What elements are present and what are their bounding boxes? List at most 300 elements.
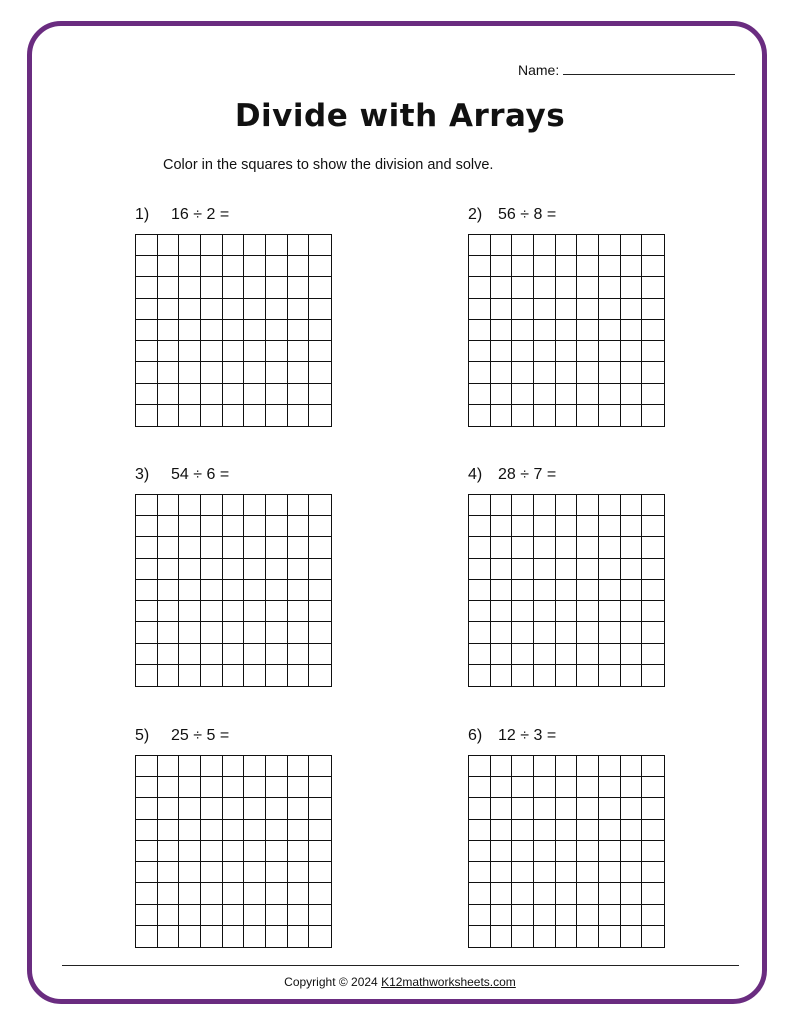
grid-square[interactable] [266, 516, 288, 537]
grid-square[interactable] [288, 644, 310, 665]
grid-square[interactable] [179, 559, 201, 580]
grid-square[interactable] [599, 665, 621, 686]
grid-square[interactable] [469, 926, 491, 947]
website-link[interactable]: K12mathworksheets.com [381, 975, 516, 989]
grid-square[interactable] [309, 320, 331, 341]
grid-square[interactable] [599, 820, 621, 841]
grid-square[interactable] [621, 926, 643, 947]
grid-square[interactable] [534, 277, 556, 298]
grid-square[interactable] [599, 777, 621, 798]
grid-square[interactable] [136, 341, 158, 362]
grid-square[interactable] [577, 341, 599, 362]
grid-square[interactable] [469, 841, 491, 862]
grid-square[interactable] [642, 362, 664, 383]
grid-square[interactable] [201, 384, 223, 405]
grid-square[interactable] [512, 256, 534, 277]
grid-square[interactable] [556, 841, 578, 862]
grid-square[interactable] [642, 537, 664, 558]
grid-square[interactable] [534, 516, 556, 537]
grid-square[interactable] [491, 883, 513, 904]
grid-square[interactable] [512, 820, 534, 841]
grid-square[interactable] [223, 495, 245, 516]
grid-square[interactable] [288, 516, 310, 537]
grid-square[interactable] [491, 926, 513, 947]
grid-square[interactable] [642, 862, 664, 883]
grid-square[interactable] [201, 841, 223, 862]
grid-square[interactable] [309, 820, 331, 841]
grid-square[interactable] [534, 495, 556, 516]
grid-square[interactable] [223, 384, 245, 405]
grid-square[interactable] [179, 820, 201, 841]
grid-square[interactable] [223, 537, 245, 558]
grid-square[interactable] [223, 905, 245, 926]
grid-square[interactable] [491, 580, 513, 601]
grid-square[interactable] [223, 665, 245, 686]
grid-square[interactable] [621, 905, 643, 926]
grid-square[interactable] [556, 235, 578, 256]
grid-square[interactable] [556, 883, 578, 904]
grid-square[interactable] [599, 622, 621, 643]
grid-square[interactable] [469, 341, 491, 362]
grid-square[interactable] [577, 601, 599, 622]
grid-square[interactable] [179, 926, 201, 947]
grid-square[interactable] [621, 256, 643, 277]
grid-square[interactable] [599, 537, 621, 558]
grid-square[interactable] [244, 905, 266, 926]
grid-square[interactable] [491, 820, 513, 841]
grid-square[interactable] [491, 862, 513, 883]
grid-square[interactable] [642, 559, 664, 580]
grid-square[interactable] [534, 756, 556, 777]
grid-square[interactable] [512, 516, 534, 537]
grid-square[interactable] [201, 277, 223, 298]
grid-square[interactable] [577, 537, 599, 558]
grid-square[interactable] [512, 341, 534, 362]
grid-square[interactable] [512, 777, 534, 798]
grid-square[interactable] [266, 820, 288, 841]
grid-square[interactable] [288, 537, 310, 558]
grid-square[interactable] [642, 926, 664, 947]
grid-square[interactable] [642, 756, 664, 777]
grid-square[interactable] [136, 320, 158, 341]
grid-square[interactable] [642, 622, 664, 643]
grid-square[interactable] [599, 256, 621, 277]
grid-square[interactable] [556, 559, 578, 580]
grid-square[interactable] [512, 905, 534, 926]
grid-square[interactable] [244, 756, 266, 777]
grid-square[interactable] [309, 362, 331, 383]
grid-square[interactable] [577, 777, 599, 798]
grid-square[interactable] [512, 580, 534, 601]
grid-square[interactable] [244, 405, 266, 426]
grid-square[interactable] [201, 601, 223, 622]
grid-square[interactable] [642, 256, 664, 277]
grid-square[interactable] [642, 601, 664, 622]
grid-square[interactable] [179, 362, 201, 383]
grid-square[interactable] [491, 798, 513, 819]
grid-square[interactable] [599, 580, 621, 601]
grid-square[interactable] [266, 495, 288, 516]
grid-square[interactable] [556, 644, 578, 665]
grid-square[interactable] [534, 341, 556, 362]
grid-square[interactable] [469, 580, 491, 601]
grid-square[interactable] [179, 798, 201, 819]
grid-square[interactable] [534, 362, 556, 383]
grid-square[interactable] [266, 362, 288, 383]
grid-square[interactable] [309, 277, 331, 298]
grid-square[interactable] [136, 362, 158, 383]
grid-square[interactable] [309, 537, 331, 558]
grid-square[interactable] [288, 320, 310, 341]
grid-square[interactable] [309, 495, 331, 516]
grid-square[interactable] [599, 495, 621, 516]
grid-square[interactable] [244, 299, 266, 320]
grid-square[interactable] [577, 235, 599, 256]
grid-square[interactable] [223, 622, 245, 643]
grid-square[interactable] [179, 841, 201, 862]
grid-square[interactable] [266, 537, 288, 558]
grid-square[interactable] [179, 665, 201, 686]
grid-square[interactable] [642, 905, 664, 926]
grid-square[interactable] [512, 320, 534, 341]
grid-square[interactable] [556, 798, 578, 819]
grid-square[interactable] [244, 516, 266, 537]
grid-square[interactable] [512, 559, 534, 580]
grid-square[interactable] [491, 905, 513, 926]
grid-square[interactable] [469, 644, 491, 665]
grid-square[interactable] [599, 644, 621, 665]
grid-square[interactable] [621, 235, 643, 256]
grid-square[interactable] [642, 777, 664, 798]
grid-square[interactable] [244, 601, 266, 622]
grid-square[interactable] [201, 516, 223, 537]
grid-square[interactable] [512, 644, 534, 665]
grid-square[interactable] [288, 256, 310, 277]
grid-square[interactable] [158, 341, 180, 362]
grid-square[interactable] [136, 256, 158, 277]
grid-square[interactable] [469, 362, 491, 383]
grid-square[interactable] [469, 756, 491, 777]
grid-square[interactable] [556, 384, 578, 405]
grid-square[interactable] [136, 756, 158, 777]
grid-square[interactable] [491, 644, 513, 665]
grid-square[interactable] [266, 341, 288, 362]
grid-square[interactable] [309, 580, 331, 601]
grid-square[interactable] [179, 862, 201, 883]
grid-square[interactable] [577, 384, 599, 405]
grid-square[interactable] [136, 665, 158, 686]
grid-square[interactable] [469, 384, 491, 405]
grid-square[interactable] [223, 299, 245, 320]
grid-square[interactable] [599, 320, 621, 341]
grid-square[interactable] [512, 495, 534, 516]
grid-square[interactable] [179, 622, 201, 643]
grid-square[interactable] [266, 841, 288, 862]
grid-square[interactable] [201, 559, 223, 580]
grid-square[interactable] [201, 644, 223, 665]
grid-square[interactable] [577, 820, 599, 841]
grid-square[interactable] [223, 841, 245, 862]
grid-square[interactable] [512, 798, 534, 819]
grid-square[interactable] [577, 256, 599, 277]
grid-square[interactable] [136, 905, 158, 926]
grid-square[interactable] [266, 756, 288, 777]
grid-square[interactable] [288, 798, 310, 819]
grid-square[interactable] [556, 320, 578, 341]
grid-square[interactable] [179, 277, 201, 298]
grid-square[interactable] [642, 580, 664, 601]
grid-square[interactable] [599, 841, 621, 862]
grid-square[interactable] [642, 841, 664, 862]
grid-square[interactable] [266, 905, 288, 926]
grid-square[interactable] [577, 756, 599, 777]
grid-square[interactable] [266, 622, 288, 643]
grid-square[interactable] [621, 644, 643, 665]
grid-square[interactable] [534, 384, 556, 405]
grid-square[interactable] [534, 644, 556, 665]
grid-square[interactable] [223, 362, 245, 383]
grid-square[interactable] [642, 341, 664, 362]
grid-square[interactable] [491, 516, 513, 537]
grid-square[interactable] [556, 256, 578, 277]
grid-square[interactable] [309, 841, 331, 862]
grid-square[interactable] [621, 841, 643, 862]
grid-square[interactable] [244, 862, 266, 883]
grid-square[interactable] [266, 601, 288, 622]
grid-square[interactable] [599, 926, 621, 947]
grid-square[interactable] [158, 665, 180, 686]
grid-square[interactable] [201, 362, 223, 383]
grid-square[interactable] [158, 299, 180, 320]
grid-square[interactable] [136, 777, 158, 798]
grid-square[interactable] [244, 235, 266, 256]
grid-square[interactable] [179, 384, 201, 405]
grid-square[interactable] [599, 883, 621, 904]
grid-square[interactable] [244, 362, 266, 383]
grid-square[interactable] [534, 320, 556, 341]
grid-square[interactable] [136, 841, 158, 862]
grid-square[interactable] [577, 559, 599, 580]
grid-square[interactable] [621, 299, 643, 320]
grid-square[interactable] [621, 665, 643, 686]
grid-square[interactable] [599, 905, 621, 926]
grid-square[interactable] [534, 926, 556, 947]
grid-square[interactable] [577, 798, 599, 819]
grid-square[interactable] [534, 883, 556, 904]
grid-square[interactable] [491, 362, 513, 383]
grid-square[interactable] [469, 798, 491, 819]
grid-square[interactable] [491, 841, 513, 862]
grid-square[interactable] [288, 495, 310, 516]
grid-square[interactable] [158, 537, 180, 558]
grid-square[interactable] [512, 883, 534, 904]
grid-square[interactable] [158, 883, 180, 904]
grid-square[interactable] [577, 362, 599, 383]
grid-square[interactable] [512, 405, 534, 426]
grid-square[interactable] [491, 756, 513, 777]
grid-square[interactable] [309, 756, 331, 777]
grid-square[interactable] [534, 862, 556, 883]
grid-square[interactable] [201, 580, 223, 601]
grid-square[interactable] [577, 320, 599, 341]
grid-square[interactable] [556, 495, 578, 516]
grid-square[interactable] [266, 235, 288, 256]
grid-square[interactable] [266, 644, 288, 665]
grid-square[interactable] [136, 495, 158, 516]
grid-square[interactable] [158, 601, 180, 622]
grid-square[interactable] [158, 644, 180, 665]
grid-square[interactable] [244, 384, 266, 405]
grid-square[interactable] [201, 341, 223, 362]
grid-square[interactable] [642, 384, 664, 405]
grid-square[interactable] [223, 341, 245, 362]
grid-square[interactable] [201, 256, 223, 277]
grid-square[interactable] [179, 905, 201, 926]
grid-square[interactable] [179, 405, 201, 426]
grid-square[interactable] [201, 622, 223, 643]
grid-square[interactable] [621, 341, 643, 362]
grid-square[interactable] [288, 665, 310, 686]
grid-square[interactable] [158, 384, 180, 405]
grid-square[interactable] [179, 777, 201, 798]
grid-square[interactable] [244, 841, 266, 862]
grid-square[interactable] [556, 777, 578, 798]
grid-square[interactable] [512, 601, 534, 622]
grid-square[interactable] [158, 820, 180, 841]
grid-square[interactable] [136, 384, 158, 405]
grid-square[interactable] [599, 601, 621, 622]
grid-square[interactable] [244, 777, 266, 798]
grid-square[interactable] [512, 756, 534, 777]
grid-square[interactable] [491, 537, 513, 558]
grid-square[interactable] [599, 362, 621, 383]
grid-square[interactable] [136, 644, 158, 665]
grid-square[interactable] [512, 362, 534, 383]
grid-square[interactable] [556, 905, 578, 926]
grid-square[interactable] [642, 644, 664, 665]
grid-square[interactable] [288, 384, 310, 405]
grid-square[interactable] [556, 820, 578, 841]
grid-square[interactable] [309, 862, 331, 883]
grid-square[interactable] [469, 559, 491, 580]
grid-square[interactable] [201, 235, 223, 256]
grid-square[interactable] [136, 798, 158, 819]
grid-square[interactable] [491, 299, 513, 320]
grid-square[interactable] [469, 320, 491, 341]
grid-square[interactable] [266, 862, 288, 883]
grid-square[interactable] [244, 537, 266, 558]
grid-square[interactable] [158, 777, 180, 798]
grid-square[interactable] [577, 841, 599, 862]
grid-square[interactable] [512, 665, 534, 686]
grid-square[interactable] [136, 883, 158, 904]
grid-square[interactable] [577, 644, 599, 665]
grid-square[interactable] [309, 926, 331, 947]
grid-square[interactable] [469, 820, 491, 841]
grid-square[interactable] [642, 883, 664, 904]
grid-square[interactable] [223, 256, 245, 277]
grid-square[interactable] [512, 622, 534, 643]
grid-square[interactable] [266, 777, 288, 798]
array-grid-6[interactable] [468, 755, 665, 948]
grid-square[interactable] [158, 926, 180, 947]
grid-square[interactable] [621, 516, 643, 537]
grid-square[interactable] [309, 777, 331, 798]
grid-square[interactable] [469, 665, 491, 686]
grid-square[interactable] [642, 299, 664, 320]
grid-square[interactable] [179, 601, 201, 622]
grid-square[interactable] [599, 277, 621, 298]
grid-square[interactable] [621, 777, 643, 798]
grid-square[interactable] [642, 665, 664, 686]
array-grid-1[interactable] [135, 234, 332, 427]
grid-square[interactable] [201, 926, 223, 947]
grid-square[interactable] [491, 495, 513, 516]
grid-square[interactable] [136, 820, 158, 841]
grid-square[interactable] [223, 277, 245, 298]
grid-square[interactable] [469, 299, 491, 320]
grid-square[interactable] [491, 341, 513, 362]
grid-square[interactable] [309, 644, 331, 665]
grid-square[interactable] [136, 862, 158, 883]
grid-square[interactable] [469, 516, 491, 537]
grid-square[interactable] [158, 862, 180, 883]
grid-square[interactable] [491, 665, 513, 686]
grid-square[interactable] [534, 841, 556, 862]
grid-square[interactable] [556, 537, 578, 558]
grid-square[interactable] [621, 862, 643, 883]
grid-square[interactable] [136, 299, 158, 320]
grid-square[interactable] [621, 384, 643, 405]
grid-square[interactable] [491, 559, 513, 580]
grid-square[interactable] [179, 341, 201, 362]
grid-square[interactable] [136, 235, 158, 256]
grid-square[interactable] [223, 235, 245, 256]
grid-square[interactable] [621, 495, 643, 516]
grid-square[interactable] [288, 405, 310, 426]
grid-square[interactable] [136, 559, 158, 580]
grid-square[interactable] [556, 299, 578, 320]
grid-square[interactable] [621, 601, 643, 622]
grid-square[interactable] [556, 362, 578, 383]
grid-square[interactable] [642, 405, 664, 426]
grid-square[interactable] [491, 277, 513, 298]
grid-square[interactable] [512, 299, 534, 320]
grid-square[interactable] [136, 622, 158, 643]
grid-square[interactable] [244, 665, 266, 686]
grid-square[interactable] [158, 235, 180, 256]
grid-square[interactable] [244, 926, 266, 947]
grid-square[interactable] [534, 559, 556, 580]
grid-square[interactable] [599, 559, 621, 580]
grid-square[interactable] [288, 862, 310, 883]
grid-square[interactable] [288, 756, 310, 777]
grid-square[interactable] [266, 405, 288, 426]
grid-square[interactable] [136, 405, 158, 426]
grid-square[interactable] [158, 559, 180, 580]
grid-square[interactable] [223, 926, 245, 947]
grid-square[interactable] [201, 495, 223, 516]
grid-square[interactable] [577, 926, 599, 947]
grid-square[interactable] [309, 405, 331, 426]
grid-square[interactable] [158, 756, 180, 777]
grid-square[interactable] [136, 277, 158, 298]
grid-square[interactable] [288, 883, 310, 904]
grid-square[interactable] [534, 580, 556, 601]
grid-square[interactable] [158, 622, 180, 643]
grid-square[interactable] [136, 580, 158, 601]
grid-square[interactable] [621, 622, 643, 643]
